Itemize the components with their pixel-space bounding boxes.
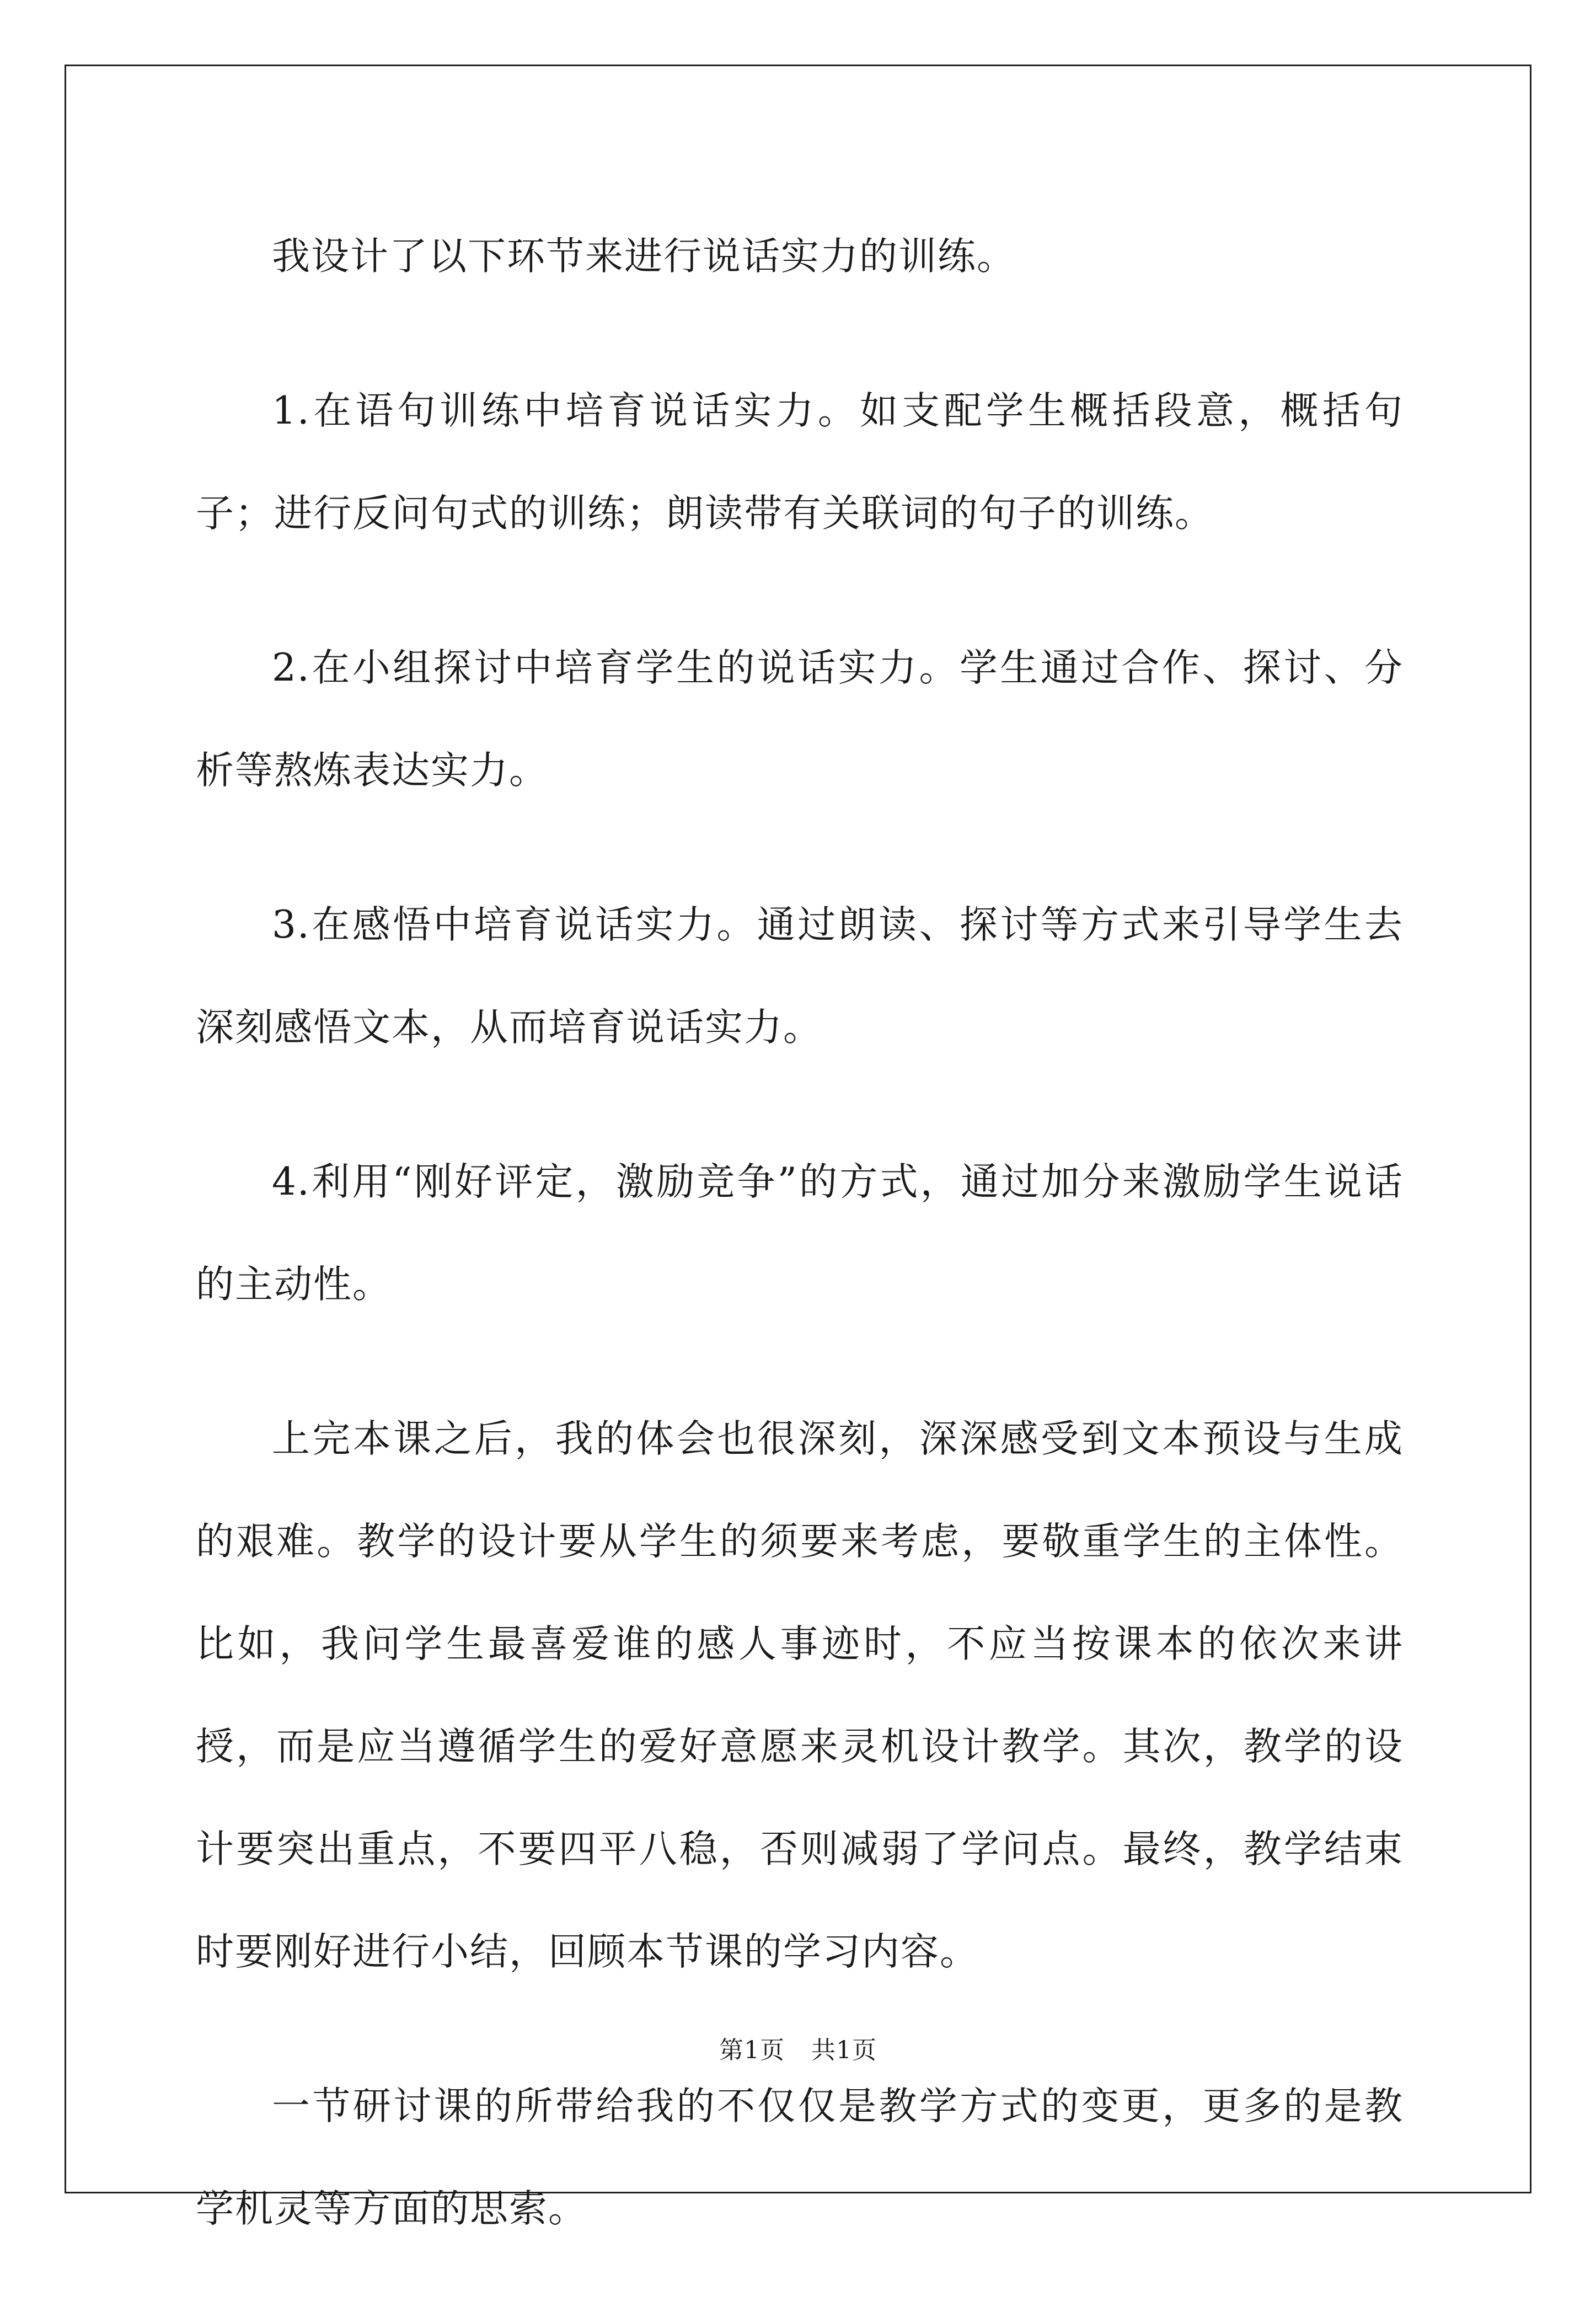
document-body: [196, 205, 1404, 2312]
paragraph-item-2: 2.在小组探讨中培育学生的说话实力。学生通过合作、探讨、分析等熬炼表达实力。: [196, 646, 1404, 793]
page-total: 共1页: [811, 2036, 877, 2064]
paragraph-item-4: 4.利用“刚好评定，激励竞争”的方式，通过加分来激励学生说话的主动性。: [196, 1160, 1404, 1307]
paragraph-item-3: 3.在感悟中培育说话实力。通过朗读、探讨等方式来引导学生去深刻感悟文本，从而培育说话实力。: [196, 903, 1404, 1050]
paragraph-intro: 我设计了以下环节来进行说话实力的训练。: [272, 234, 1016, 279]
paragraph-item-1: 1.在语句训练中培育说话实力。如支配学生概括段意，概括句子；进行反问句式的训练；朗读带有关联词的句子的训练。: [196, 389, 1404, 536]
paragraph-reflection: 上完本课之后，我的体会也很深刻，深深感受到文本预设与生成的艰难。教学的设计要从学生的须要来考虑，要敬重学生的主体性。比如，我问学生最喜爱谁的感人事迹时，不应当按课本的依次来讲授，而是应当遵循学生的爱好意愿来灵机设计教学。其次，教学的设计要突出重点，不要四平八稳，否则减弱了学问点。最终，教学结束时要刚好进行小结，回顾本节课的学习内容。: [196, 1417, 1404, 1974]
page-number: 第1页: [719, 2036, 785, 2064]
page-footer: [0, 2034, 1596, 2067]
paragraph-conclusion: 一节研讨课的所带给我的不仅仅是教学方式的变更，更多的是教学机灵等方面的思索。: [196, 2084, 1404, 2231]
